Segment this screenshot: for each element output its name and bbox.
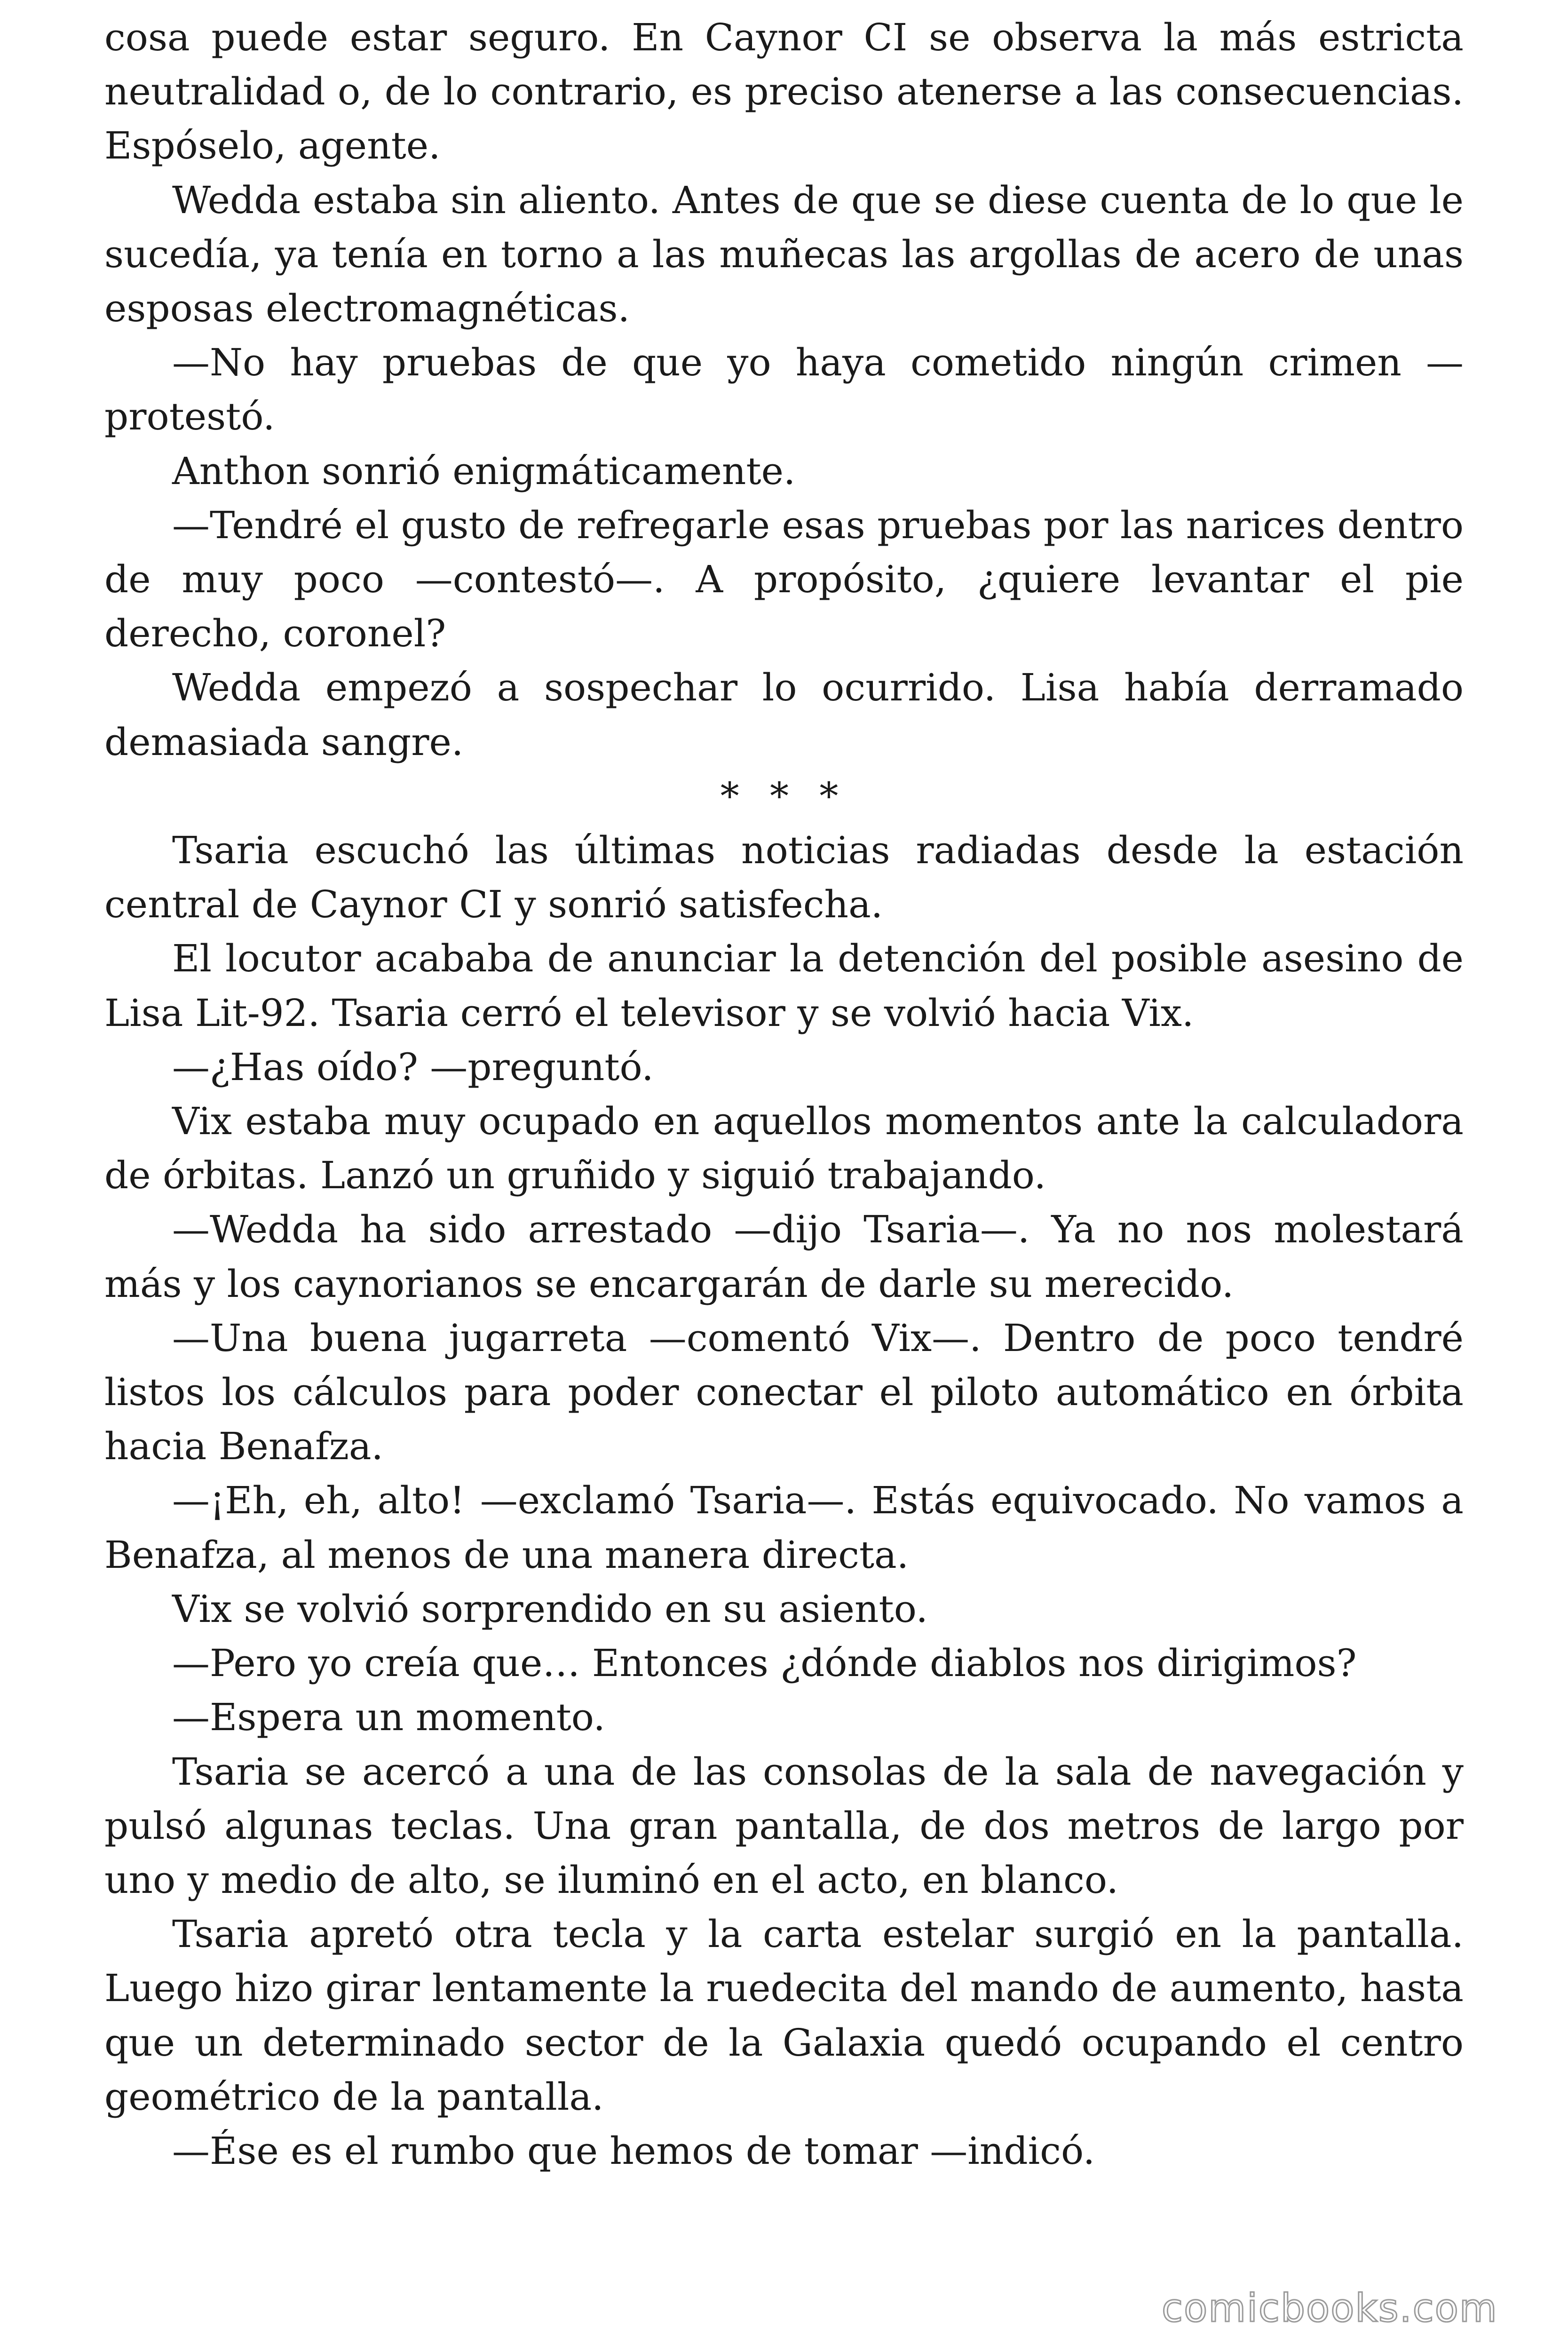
paragraph: —Tendré el gusto de refregarle esas pruebas por las narices dentro de muy poco —contestó—. A propósito, ¿quiere levantar el pie derecho, coronel? [104,503,1464,656]
paragraph: Tsaria se acercó a una de las consolas de la sala de navegación y pulsó algunas teclas. Una gran pantalla, de dos metros de largo por uno y medio de alto, se iluminó en el acto, en blanco. [104,1749,1464,1902]
paragraph: Anthon sonrió enigmáticamente. [172,449,796,493]
paragraph: Wedda empezó a sospechar lo ocurrido. Lisa había derramado demasiada sangre. [104,666,1464,764]
paragraph: Tsaria apretó otra tecla y la carta estelar surgió en la pantalla. Luego hizo girar lentamente la ruedecita del mando de aumento, hasta que un determinado sector de la Galaxia quedó ocupando el centro geométrico de la pantalla. [104,1912,1464,2119]
paragraph: Tsaria escuchó las últimas noticias radiadas desde la estación central de Caynor CI y sonrió satisfecha. [104,828,1464,927]
paragraph: Wedda estaba sin aliento. Antes de que se diese cuenta de lo que le sucedía, ya tenía en torno a las muñecas las argollas de acero de unas esposas electromagnéticas. [104,178,1464,331]
paragraph: cosa puede estar seguro. En Caynor CI se observa la más estricta neutralidad o, de lo contrario, es preciso atenerse a las consecuencias. Espóselo, agente. [104,16,1464,168]
page-text [104,10,1464,2178]
paragraph: Vix se volvió sorprendido en su asiento. [172,1587,928,1631]
watermark: comicbooks.com [1162,2286,1498,2331]
paragraph: El locutor acababa de anunciar la detención del posible asesino de Lisa Lit-92. Tsaria cerró el televisor y se volvió hacia Vix. [104,937,1464,1035]
paragraph: —¿Has oído? —preguntó. [172,1045,654,1089]
paragraph: —¡Eh, eh, alto! —exclamó Tsaria—. Estás equivocado. No vamos a Benafza, al menos de una manera directa. [104,1478,1464,1577]
section-before [104,10,1464,769]
paragraph: —Pero yo creía que… Entonces ¿dónde diablos nos dirigimos? [172,1641,1357,1685]
paragraph: —Una buena jugarreta —comentó Vix—. Dentro de poco tendré listos los cálculos para poder conectar el piloto automático en órbita hacia Benafza. [104,1316,1464,1469]
scene-separator: * * * [720,774,848,818]
paragraph: —Wedda ha sido arrestado —dijo Tsaria—. Ya no nos molestará más y los caynorianos se encargarán de darle su merecido. [104,1208,1464,1306]
section-after [104,823,1464,2178]
paragraph: —No hay pruebas de que yo haya cometido ningún crimen —protestó. [104,341,1464,439]
paragraph: —Ése es el rumbo que hemos de tomar —indicó. [172,2129,1095,2173]
paragraph: Vix estaba muy ocupado en aquellos momentos ante la calculadora de órbitas. Lanzó un gruñido y siguió trabajando. [104,1099,1464,1198]
paragraph: —Espera un momento. [172,1695,605,1740]
